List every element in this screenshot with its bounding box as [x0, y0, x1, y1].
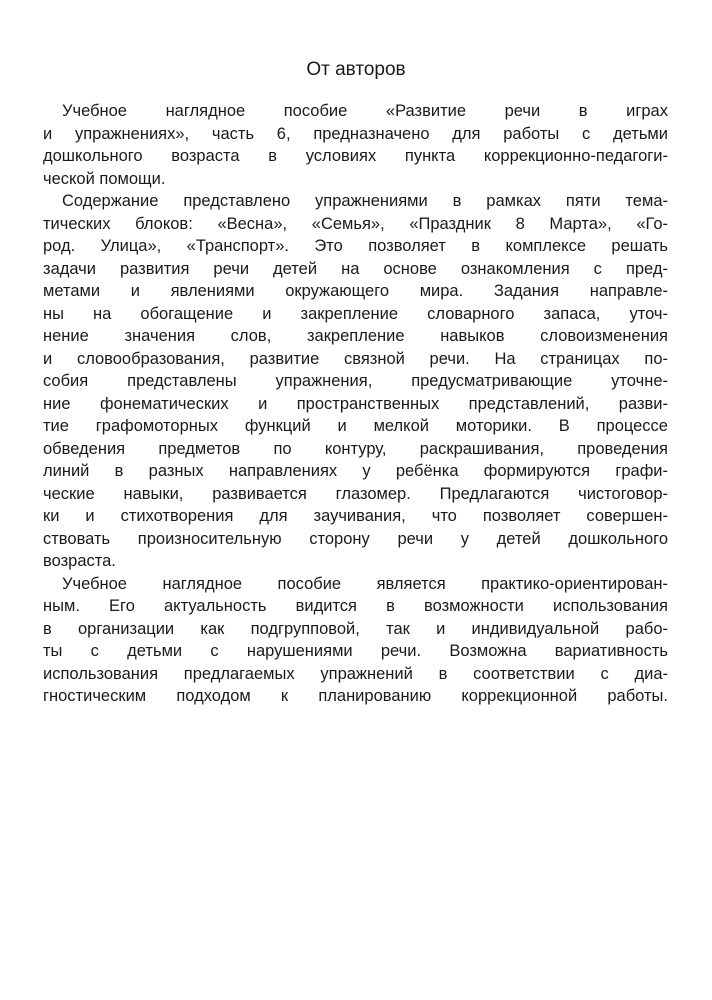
- page-title: От авторов: [306, 59, 406, 80]
- text-line: ны на обогащение и закрепление словарного запаса, уточ-: [43, 304, 668, 323]
- text-line: линий в разных направлениях у ребёнка формируются графи-: [43, 462, 668, 480]
- text-line: дошкольного возраста в условиях пункта коррекционно-педагоги-: [43, 147, 668, 165]
- text-line: ки и стихотворения для заучивания, что позволяет совершен-: [43, 507, 668, 525]
- text-line: задачи развития речи детей на основе ознакомления с пред-: [43, 259, 668, 278]
- text-line: ческой помощи.: [43, 169, 166, 188]
- text-line: Учебное наглядное пособие является практико-ориентирован-: [62, 574, 668, 593]
- text-line: в организации как подгрупповой, так и индивидуальной рабо-: [43, 619, 668, 638]
- text-line: ным. Его актуальность видится в возможности использования: [43, 597, 668, 615]
- text-line: возраста.: [43, 552, 116, 570]
- text-line: ствовать произносительную сторону речи у детей дошкольного: [43, 529, 668, 548]
- text-line: и упражнениях», часть 6, предназначено для работы с детьми: [43, 124, 668, 143]
- text-line: род. Улица», «Транспорт». Это позволяет в комплексе решать: [43, 237, 668, 255]
- text-line: ние фонематических и пространственных представлений, разви-: [43, 394, 668, 413]
- text-line: нение значения слов, закрепление навыков словоизменения: [43, 327, 668, 345]
- text-line: тие графомоторных функций и мелкой моторики. В процессе: [43, 417, 668, 435]
- text-line: метами и явлениями окружающего мира. Задания направле-: [43, 282, 668, 300]
- text-line: ческие навыки, развивается глазомер. Предлагаются чистоговор-: [43, 484, 668, 503]
- text-line: ты с детьми с нарушениями речи. Возможна вариативность: [43, 642, 668, 660]
- body-text: [43, 100, 668, 708]
- text-line: гностическим подходом к планированию коррекционной работы.: [43, 687, 668, 705]
- text-line: собия представлены упражнения, предусматривающие уточне-: [43, 372, 668, 390]
- text-line: и словообразования, развитие связной речи. На страницах по-: [43, 349, 668, 368]
- text-line: Содержание представлено упражнениями в рамках пяти тема-: [62, 192, 668, 210]
- text-line: обведения предметов по контуру, раскрашивания, проведения: [43, 439, 668, 458]
- text-line: Учебное наглядное пособие «Развитие речи в играх: [62, 102, 668, 120]
- text-line: использования предлагаемых упражнений в соответствии с диа-: [43, 664, 668, 683]
- text-line: тических блоков: «Весна», «Семья», «Праздник 8 Марта», «Го-: [43, 214, 668, 233]
